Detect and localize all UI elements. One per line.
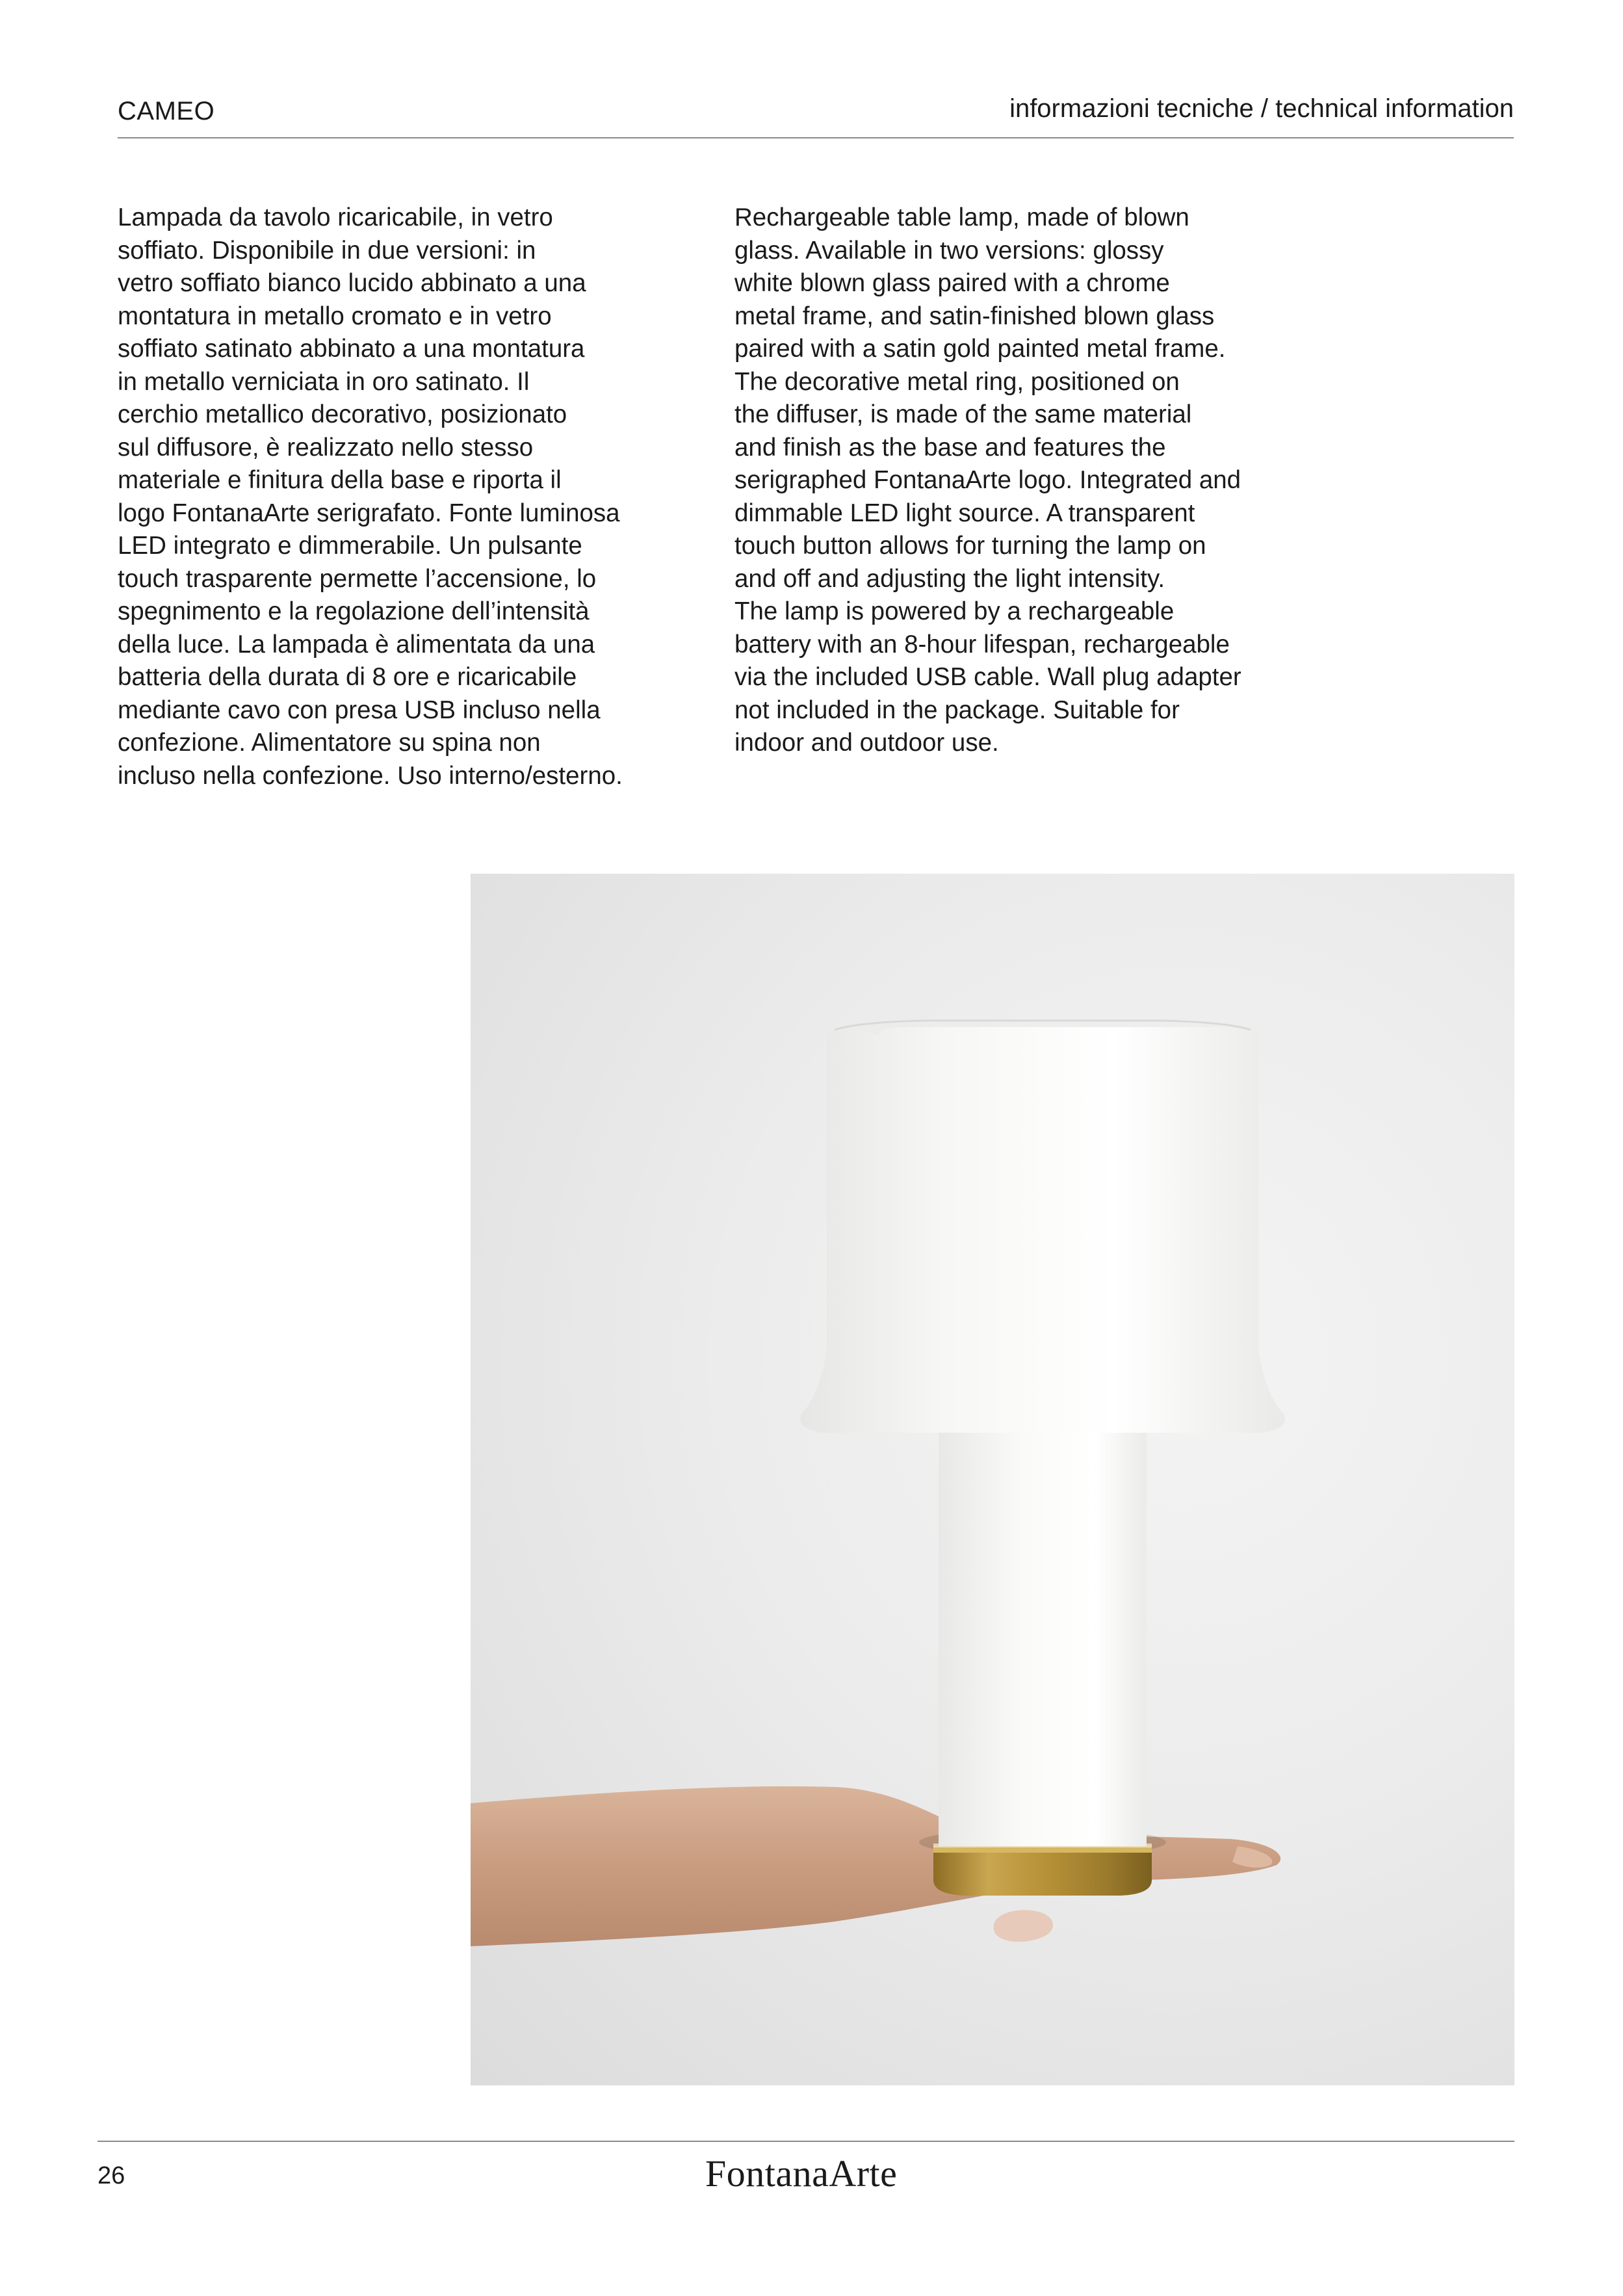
text-line: incluso nella confezione. Uso interno/esterno. [118,761,623,790]
text-line: battery with an 8-hour lifespan, rechargeable [734,630,1230,659]
text-line: sul diffusore, è realizzato nello stesso [118,433,534,462]
footer-rule [97,2141,1514,2142]
text-line: vetro soffiato bianco lucido abbinato a una [118,269,586,297]
text-line: materiale e finitura della base e riporta il [118,466,562,494]
text-line: and off and adjusting the light intensity. [734,564,1165,593]
section-title: informazioni tecniche / technical information [1009,94,1514,123]
text-line: Lampada da tavolo ricaricabile, in vetro [118,203,553,231]
text-line: serigraphed FontanaArte logo. Integrated and [734,466,1241,494]
text-line: glass. Available in two versions: glossy [734,236,1164,265]
brand-logo: FontanaArte [705,2152,898,2195]
text-line: touch trasparente permette l’accensione, lo [118,564,597,593]
text-line: logo FontanaArte serigrafato. Fonte luminosa [118,499,620,527]
text-line: confezione. Alimentatore su spina non [118,729,541,757]
text-line: metal frame, and satin-finished blown glass [734,302,1215,330]
text-line: cerchio metallico decorativo, posizionato [118,400,567,428]
page-number: 26 [97,2162,125,2189]
text-line: in metallo verniciata in oro satinato. Il [118,367,530,396]
text-line: the diffuser, is made of the same material [734,400,1192,428]
text-line: montatura in metallo cromato e in vetro [118,302,552,330]
page-header [118,94,1514,138]
text-line: indoor and outdoor use. [734,729,999,757]
text-line: Rechargeable table lamp, made of blown [734,203,1189,231]
text-line: via the included USB cable. Wall plug adapter [734,663,1241,691]
lamp-illustration [800,1021,1284,1896]
hand-illustration [471,1786,1280,1946]
text-line: not included in the package. Suitable for [734,696,1180,724]
text-line: soffiato. Disponibile in due versioni: in [118,236,536,265]
text-line: white blown glass paired with a chrome [734,269,1170,297]
product-photo [471,874,1514,2085]
text-line: dimmable LED light source. A transparent [734,499,1195,527]
text-line: The decorative metal ring, positioned on [734,367,1180,396]
text-line: spegnimento e la regolazione dell’intensità [118,597,590,625]
product-name: CAMEO [118,97,215,125]
text-line: touch button allows for turning the lamp on [734,532,1206,560]
text-line: batteria della durata di 8 ore e ricaricabile [118,663,577,691]
text-line: and finish as the base and features the [734,433,1166,462]
text-line: LED integrato e dimmerabile. Un pulsante [118,532,582,560]
text-line: soffiato satinato abbinato a una montatura [118,335,585,363]
description-italian [118,202,690,792]
text-line: mediante cavo con presa USB incluso nella [118,696,601,724]
text-line: paired with a satin gold painted metal frame. [734,335,1226,363]
text-line: The lamp is powered by a rechargeable [734,597,1175,625]
text-line: della luce. La lampada è alimentata da una [118,630,595,659]
description-english [734,202,1306,760]
